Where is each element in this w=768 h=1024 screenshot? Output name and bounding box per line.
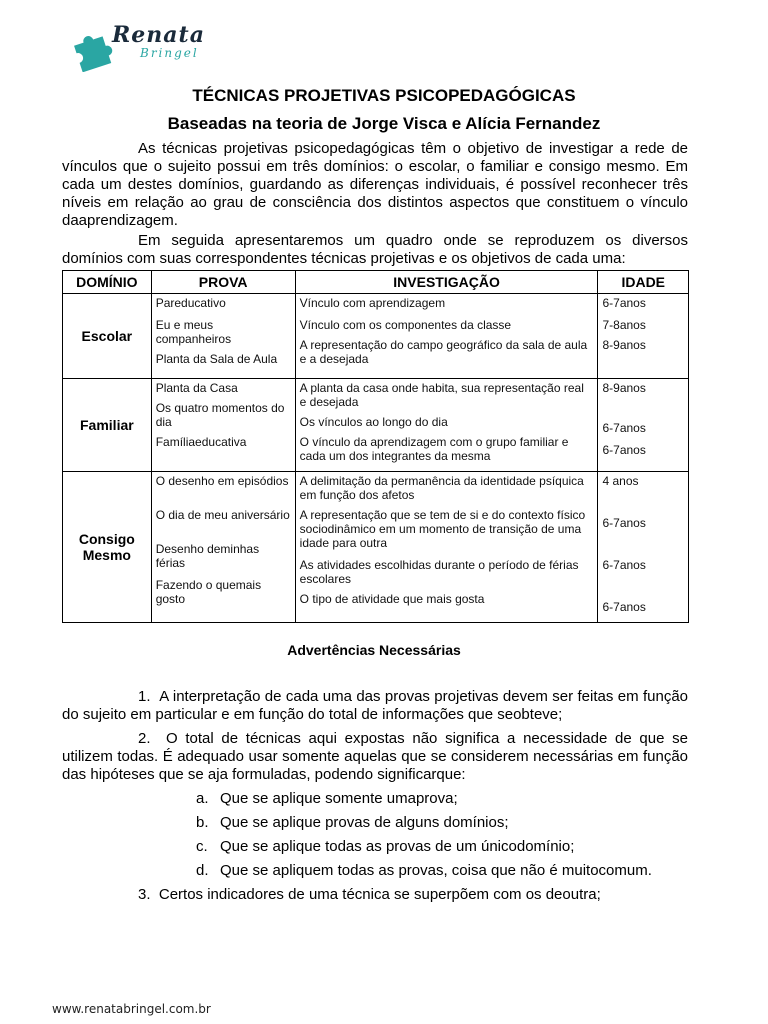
table-header-row	[63, 271, 689, 294]
idade-item: 8-9anos	[602, 381, 646, 395]
idade-item: 7-8anos	[602, 318, 646, 332]
idade-item: 6-7anos	[602, 516, 646, 530]
list-text: O total de técnicas aqui expostas não significa a necessidade de que se utilizem todas. É adequado usar somente aquelas que se considerem necessárias em função das hipóteses que se aja formuladas, podendo significarque:	[62, 730, 688, 783]
warning-item-2	[62, 730, 688, 784]
warning-item-1	[62, 688, 688, 724]
idade-item: 6-7anos	[602, 600, 646, 614]
sub-text: Que se aplique provas de alguns domínios;	[220, 814, 509, 831]
idade-item: 6-7anos	[602, 558, 646, 572]
sub-letter: c.	[196, 838, 208, 855]
idade-cell	[598, 472, 688, 622]
idade-item: 6-7anos	[602, 296, 646, 310]
investigacao-item: Vínculo com os componentes da classe	[299, 318, 512, 332]
sub-text: Que se aplique todas as provas de um únicodomínio;	[220, 838, 575, 855]
prova-item: Planta da Sala de Aula	[155, 352, 278, 366]
prova-cell	[152, 379, 295, 471]
prova-item: Os quatro momentos do dia	[155, 401, 285, 429]
idade-item: 4 anos	[602, 474, 639, 488]
investigacao-cell	[296, 294, 598, 378]
list-text: Certos indicadores de uma técnica se superpõem com os deoutra;	[158, 886, 601, 903]
domain-familiar: Familiar	[63, 379, 152, 472]
investigacao-item: O vínculo da aprendizagem com o grupo familiar e cada um dos integrantes da mesma	[299, 435, 569, 463]
prova-item: Planta da Casa	[155, 381, 238, 395]
domain-consigo-mesmo	[63, 472, 152, 623]
header-investigacao: INVESTIGAÇÃO	[295, 271, 598, 294]
sub-letter: a.	[196, 790, 209, 807]
sub-letter: d.	[196, 862, 209, 879]
idade-item: 6-7anos	[602, 421, 646, 435]
prova-item: O desenho em episódios	[155, 474, 289, 488]
warnings-heading: Advertências Necessárias	[287, 642, 461, 658]
investigacao-item: Vínculo com aprendizagem	[299, 296, 446, 310]
list-number: 1.	[138, 688, 151, 705]
domain-line: Consigo	[78, 531, 135, 547]
header-prova: PROVA	[151, 271, 295, 294]
prova-cell	[152, 294, 295, 378]
sub-text: Que se apliquem todas as provas, coisa que não é muitocomum.	[220, 862, 652, 879]
investigacao-item: A representação que se tem de si e do contexto físico sociodinâmico em um momento de transição de uma idade para outra	[299, 508, 586, 550]
sub-item-a	[196, 790, 458, 808]
investigacao-item: Os vínculos ao longo do dia	[299, 415, 448, 429]
sub-item-d	[196, 862, 652, 880]
logo-surname: Bringel	[140, 46, 199, 60]
logo	[70, 22, 205, 74]
prova-item: Desenho deminhas férias	[155, 542, 260, 570]
investigacao-item: A planta da casa onde habita, sua representação real e desejada	[299, 381, 584, 409]
prova-item: Fazendo o quemais gosto	[155, 578, 262, 606]
investigacao-item: O tipo de atividade que mais gosta	[299, 592, 485, 606]
prova-cell	[152, 472, 295, 622]
page-title: TÉCNICAS PROJETIVAS PSICOPEDAGÓGICAS	[192, 86, 576, 105]
sub-item-c	[196, 838, 574, 856]
warning-item-3	[62, 886, 688, 904]
prova-item: Eu e meus companheiros	[155, 318, 232, 346]
header-idade: IDADE	[598, 271, 689, 294]
page-subtitle: Baseadas na teoria de Jorge Visca e Alícia Fernandez	[167, 114, 601, 133]
domain-line: Mesmo	[82, 547, 131, 563]
puzzle-piece-icon	[70, 26, 116, 72]
techniques-table	[62, 270, 689, 623]
prova-item: Pareducativo	[155, 296, 226, 310]
table-row-familiar	[63, 379, 689, 472]
investigacao-item: A representação do campo geográfico da sala de aula e a desejada	[299, 338, 588, 366]
prova-item: Famíliaeducativa	[155, 435, 247, 449]
sub-text: Que se aplique somente umaprova;	[220, 790, 458, 807]
sub-item-b	[196, 814, 509, 832]
footer-url[interactable]: www.renatabringel.com.br	[52, 1002, 211, 1016]
table-row-consigo-mesmo	[63, 472, 689, 623]
list-number: 3.	[138, 886, 151, 903]
investigacao-cell	[296, 472, 598, 622]
idade-cell	[598, 294, 688, 378]
table-row-escolar	[63, 294, 689, 379]
sub-letter: b.	[196, 814, 209, 831]
domain-escolar: Escolar	[63, 294, 152, 379]
intro-paragraph: As técnicas projetivas psicopedagógicas têm o objetivo de investigar a rede de vínculos que o sujeito possui em três domínios: o escolar, o familiar e consigo mesmo. Em cada um destes domínios, guardando as diferenças individuais, é possível reconhecer três níveis em relação ao grau de consciência dos distintos aspectos que constituem o vínculo daaprendizagem.	[62, 140, 688, 229]
idade-cell	[598, 379, 688, 471]
idade-item: 8-9anos	[602, 338, 646, 352]
investigacao-cell	[296, 379, 598, 471]
list-text: A interpretação de cada uma das provas projetivas devem ser feitas em função do sujeito em particular e em função do total de informações que seobteve;	[62, 688, 689, 723]
investigacao-item: A delimitação da permanência da identidade psíquica em função dos afetos	[299, 474, 584, 502]
header-domain: DOMÍNIO	[63, 271, 152, 294]
logo-name: Renata	[112, 22, 205, 48]
list-number: 2.	[138, 730, 151, 747]
investigacao-item: As atividades escolhidas durante o período de férias escolares	[299, 558, 579, 586]
table-intro-paragraph: Em seguida apresentaremos um quadro onde se reproduzem os diversos domínios com suas correspondentes técnicas projetivas e os objetivos de cada uma:	[62, 232, 688, 267]
idade-item: 6-7anos	[602, 443, 646, 457]
prova-item: O dia de meu aniversário	[155, 508, 290, 522]
